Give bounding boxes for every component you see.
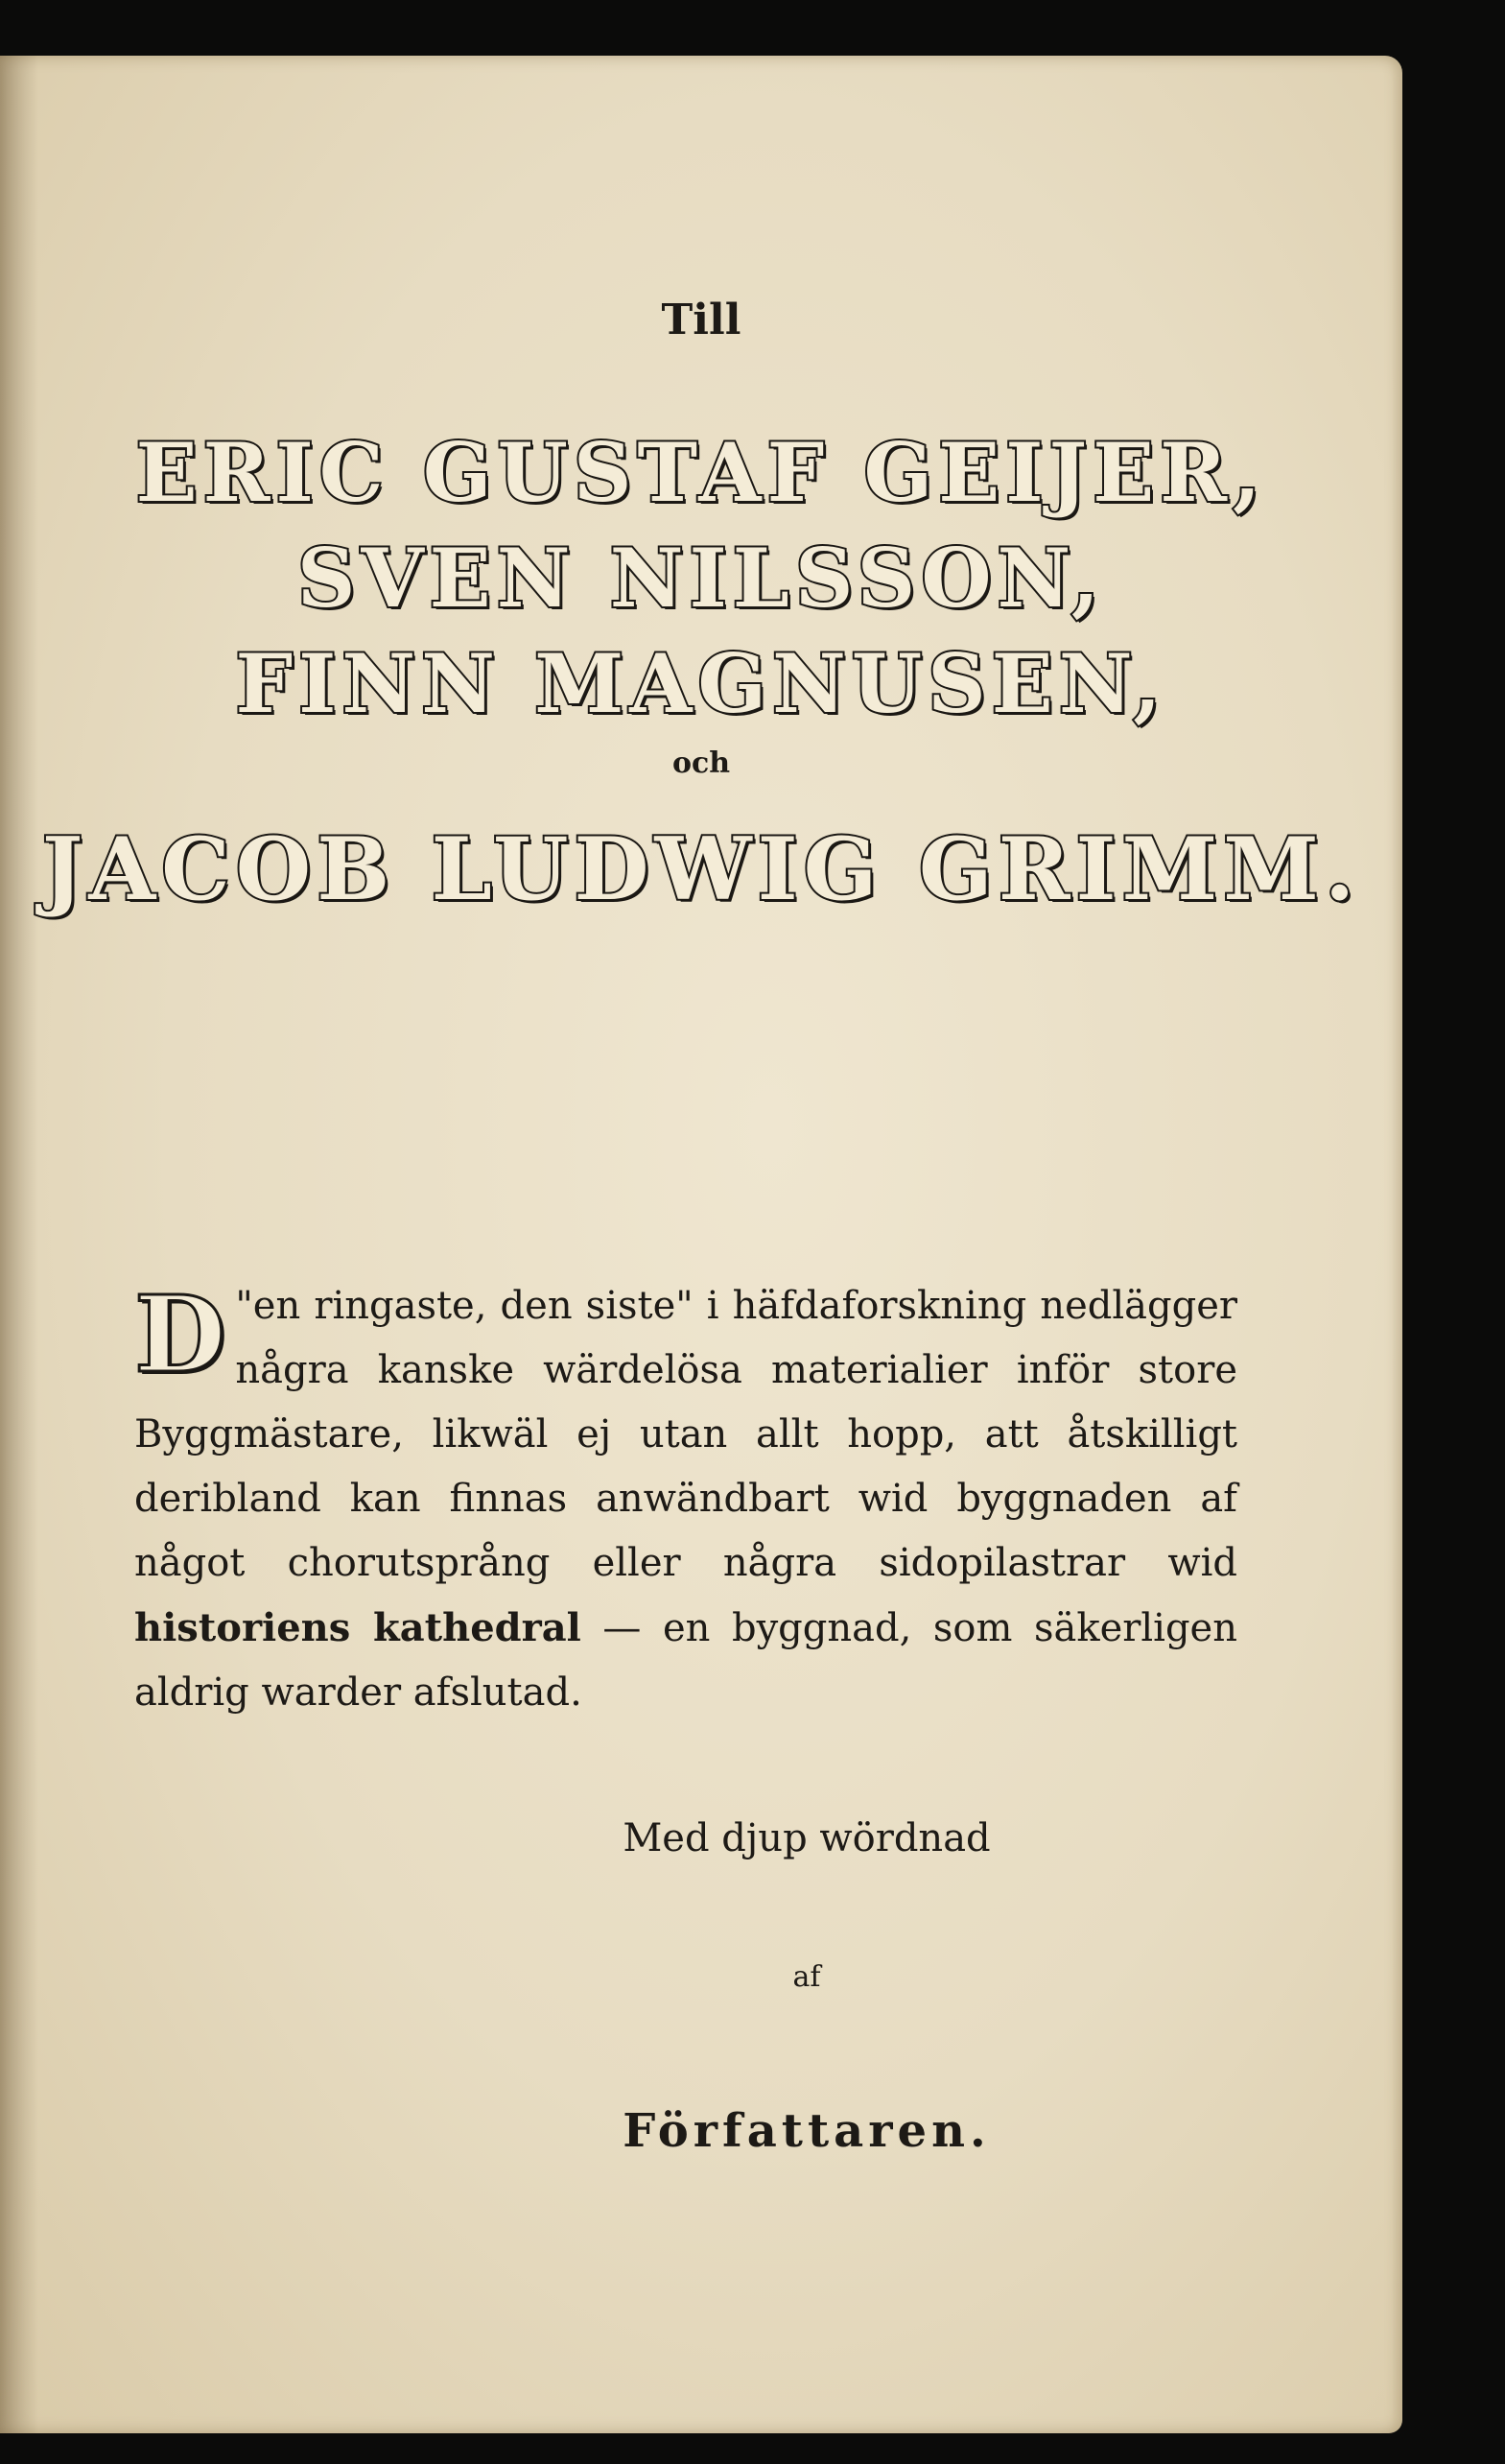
closing-author: Författaren.	[623, 2104, 991, 2158]
opening-quote: "	[235, 1284, 253, 1328]
dedication-heading: Till	[661, 296, 741, 344]
dedicatee-name-3: FINN MAGNUSEN,	[235, 636, 1167, 731]
dedicatee-name-2: SVEN NILSSON,	[296, 531, 1106, 626]
dedication-paragraph	[134, 1274, 1237, 1725]
closing-salutation: Med djup wördnad	[623, 1816, 991, 1860]
spine-shadow	[0, 56, 38, 2433]
paragraph-text-end: — en byggnad, som säkerligen aldrig warder afslutad.	[134, 1606, 1237, 1715]
paragraph-bold-phrase: historiens kathedral	[134, 1605, 581, 1650]
closing-af: af	[792, 1960, 821, 1994]
dedicatee-name-4: JACOB LUDWIG GRIMM.	[41, 818, 1361, 920]
book-page	[0, 56, 1402, 2433]
conjunction-och: och	[671, 746, 731, 780]
dedicatee-name-1: ERIC GUSTAF GEIJER,	[135, 425, 1267, 520]
drop-cap-letter: D	[134, 1272, 226, 1396]
paragraph-text-start: en ringaste, den siste" i häfdaforskning nedlägger några kanske wärdelösa materialier inför store Byggmästare, likwäl ej utan allt hopp, att åtskilligt deribland kan finnas anwändbart wid byggnaden af något chorutsprång eller några sidopilastrar wid	[134, 1284, 1237, 1585]
